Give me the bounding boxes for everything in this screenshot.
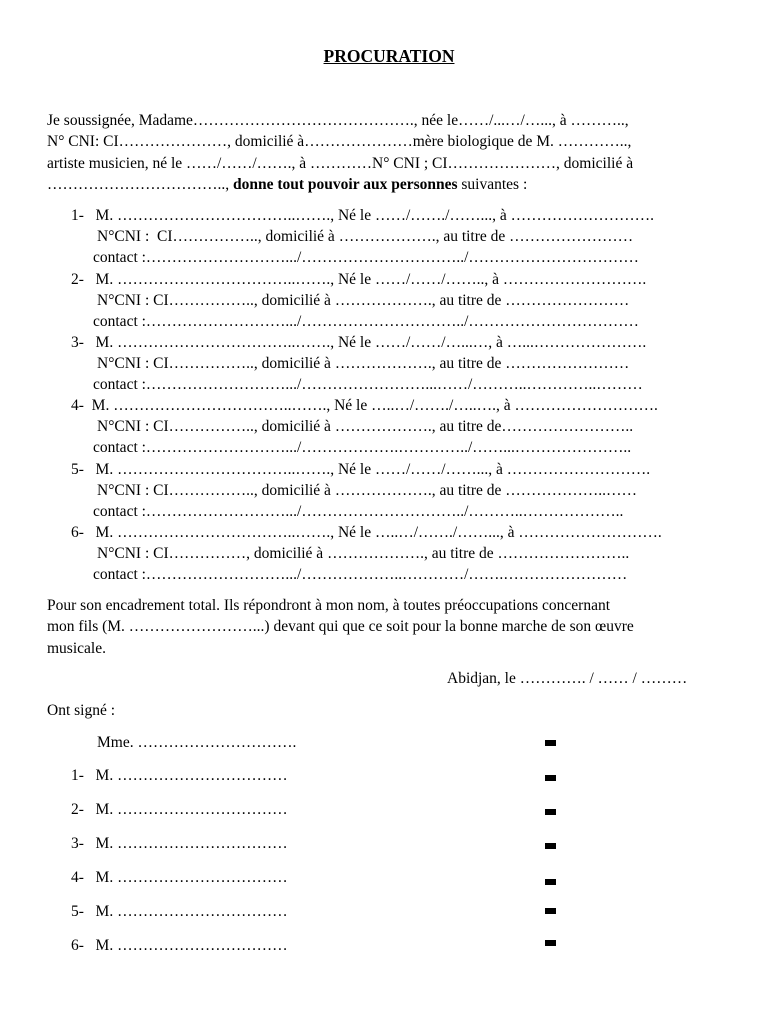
signature-mark-3 [545,843,556,849]
intro-line-1: Je soussignée, Madame……………………………………., née le……/...…/…..., à ……….., [47,112,629,129]
person-6-cni-line: N°CNI : CI……………, domicilié à ………………., au titre de …………………….. [97,545,630,562]
person-1-contact-line: contact :……………………….../…………………………../…………………………… [93,249,639,266]
signatory-4: 4- M. …………………………… [71,869,288,886]
intro-line-3: artiste musicien, né le ……/……/……., à …………N° CNI ; CI…………………, domicilié à [47,155,634,172]
signatory-mme: Mme. …………………………. [97,734,297,751]
person-5-contact-line: contact :……………………….../…………………………../………..……………….. [93,503,624,520]
signature-mark-4 [545,879,556,885]
person-6-name-line: 6- M. ……………………………..……., Né le …..…/……./……..., à ………………………. [71,524,662,541]
grant-power-text: donne tout pouvoir aux personnes [233,176,458,193]
signatory-3: 3- M. …………………………… [71,835,288,852]
intro-line-4-start: …………………………….., [47,176,233,193]
signature-mark-1 [545,775,556,781]
signed-label: Ont signé : [47,702,116,719]
person-3-cni-line: N°CNI : CI…………….., domicilié à ………………., au titre de …………………… [97,355,630,372]
intro-line-4-end: suivantes : [457,176,528,193]
person-2-contact-line: contact :……………………….../…………………………../…………………………… [93,313,639,330]
person-5-name-line: 5- M. ……………………………..……., Né le ……/……/……..., à ………………………. [71,461,651,478]
person-2-cni-line: N°CNI : CI…………….., domicilié à ………………., au titre de …………………… [97,292,630,309]
person-3-contact-line: contact :……………………….../……………………...……/………..…………..……… [93,376,643,393]
person-4-contact-line: contact :……………………….../……………….…………../……...………………….. [93,439,632,456]
closing-line-2: mon fils (M. ……………………...) devant qui que ce soit pour la bonne marche de son œuvre [47,618,634,635]
signature-mark-5 [545,908,556,914]
person-2-name-line: 2- M. ……………………………..……., Né le ……/……/…….., à ………………………. [71,271,647,288]
document-title: PROCURATION [323,46,455,66]
place-date-line: Abidjan, le …………. / …… / ……… [447,670,688,687]
signature-mark-mme [545,740,556,746]
person-1-name-line: 1- M. ……………………………..……., Né le ……/……./……..., à ………………………. [71,207,654,224]
person-4-cni-line: N°CNI : CI…………….., domicilié à ………………., au titre de…………………….. [97,418,634,435]
signature-mark-2 [545,809,556,815]
person-5-cni-line: N°CNI : CI…………….., domicilié à ………………., au titre de ………………..…… [97,482,638,499]
closing-line-1: Pour son encadrement total. Ils répondront à mon nom, à toutes préoccupations concernant [47,597,611,614]
person-3-name-line: 3- M. ……………………………..……., Né le ……/……/…...…, à …...…………………. [71,334,647,351]
signatory-1: 1- M. …………………………… [71,767,288,784]
intro-line-2: N° CNI: CI…………………, domicilié à…………………mère biologique de M. ………….., [47,133,632,150]
intro-line-4 [47,176,527,194]
signatory-5: 5- M. …………………………… [71,903,288,920]
signatory-6: 6- M. …………………………… [71,937,288,954]
closing-line-3: musicale. [47,640,106,657]
person-4-name-line: 4- M. ……………………………..……., Né le …..…/……./…..…., à ………………………. [71,397,658,414]
person-6-contact-line: contact :……………………….../………………..…………/…….…………………… [93,566,628,583]
signature-mark-6 [545,940,556,946]
signatory-2: 2- M. …………………………… [71,801,288,818]
person-1-cni-line: N°CNI : CI…………….., domicilié à ………………., au titre de …………………… [97,228,634,245]
